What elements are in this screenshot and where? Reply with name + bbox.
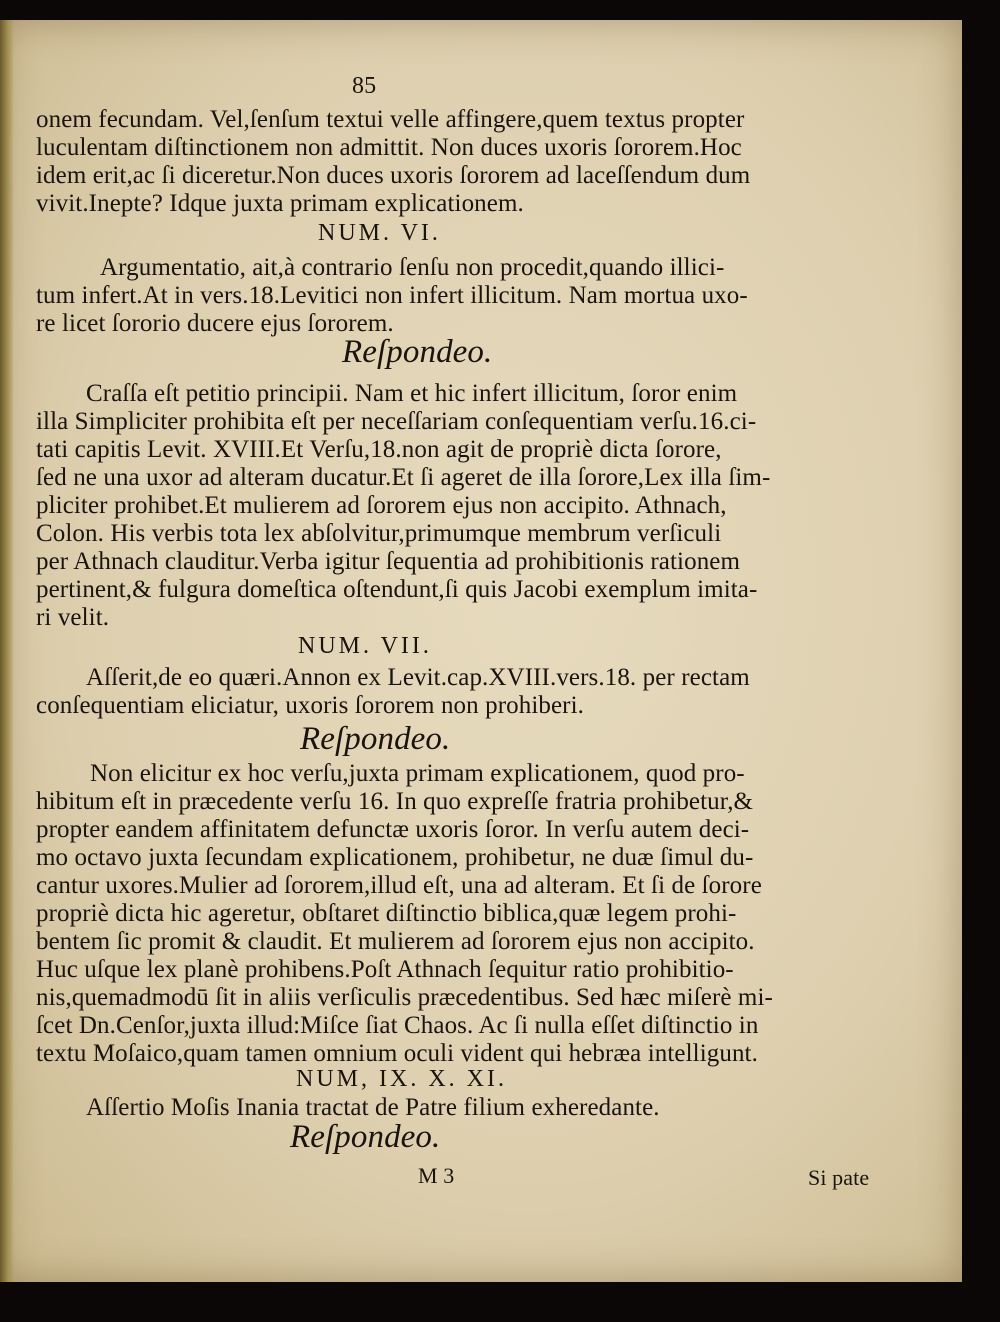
text-line: tum infert.At in vers.18.Levitici non infert illicitum. Nam mortua uxo- [36, 282, 748, 309]
text-line: vivit.Inepte? Idque juxta primam explicationem. [36, 190, 524, 217]
text-line: illa Simpliciter prohibita eſt per neceſſariam conſequentiam verſu.16.ci- [36, 408, 757, 435]
text-line: Huc uſque lex planè prohibens.Poſt Athnach ſequitur ratio prohibitio- [36, 956, 734, 983]
text-line: pliciter prohibet.Et mulierem ad ſororem ejus non accipito. Athnach, [36, 492, 727, 519]
text-line: bentem ſic promit & claudit. Et mulierem ad ſororem ejus non accipito. [36, 928, 755, 955]
text-line: hibitum eſt in præcedente verſu 16. In quo expreſſe fratria prohibetur,& [36, 788, 754, 815]
respondeo-heading: Reſpondeo. [300, 721, 451, 757]
text-line: ſed ne una uxor ad alteram ducatur.Et ſi ageret de illa ſorore,Lex illa ſim- [36, 464, 771, 491]
text-line: ri velit. [36, 604, 110, 631]
section-heading: NUM, IX. X. XI. [296, 1066, 507, 1092]
text-line: re licet ſororio ducere ejus ſororem. [36, 310, 394, 337]
text-line: mo octavo juxta ſecundam explicationem, prohibetur, ne duæ ſimul du- [36, 844, 754, 871]
text-line: Aſſerit,de eo quæri.Annon ex Levit.cap.XVIII.vers.18. per rectam [86, 664, 750, 691]
section-heading: NUM. VII. [298, 633, 432, 659]
text-line: luculentam diſtinctionem non admittit. Non duces uxoris ſororem.Hoc [36, 134, 742, 161]
text-line: textu Moſaico,quam tamen omnium oculi vident qui hebræa intelligunt. [36, 1040, 758, 1067]
section-heading: NUM. VI. [318, 220, 441, 246]
text-line: ſcet Dn.Cenſor,juxta illud:Miſce ſiat Chaos. Ac ſi nulla eſſet diſtinctio in [36, 1012, 759, 1039]
text-line: tati capitis Levit. XVIII.Et Verſu,18.non agit de propriè dicta ſorore, [36, 436, 722, 463]
text-line: Argumentatio, ait,à contrario ſenſu non procedit,quando illici- [100, 254, 725, 281]
text-line: idem erit,ac ſi diceretur.Non duces uxoris ſororem ad laceſſendum dum [36, 162, 751, 189]
text-line: pertinent,& fulgura domeſtica oſtendunt,ſi quis Jacobi exemplum imita- [36, 576, 758, 603]
respondeo-heading: Reſpondeo. [342, 334, 493, 370]
text-line: onem fecundam. Vel,ſenſum textui velle affingere,quem textus propter [36, 106, 745, 133]
text-line: propriè dicta hic ageretur, obſtaret diſtinctio biblica,quæ legem prohi- [36, 900, 737, 927]
text-line: cantur uxores.Mulier ad ſororem,illud eſt, una ad alteram. Et ſi de ſorore [36, 872, 762, 899]
text-line: conſequentiam eliciatur, uxoris ſororem non prohiberi. [36, 692, 584, 719]
text-line: Colon. His verbis tota lex abſolvitur,primumque membrum verſiculi [36, 520, 722, 547]
text-line: per Athnach clauditur.Verba igitur ſequentia ad prohibitionis rationem [36, 548, 741, 575]
text-line: Aſſertio Moſis Inania tractat de Patre filium exheredante. [86, 1094, 660, 1121]
text-line: propter eandem affinitatem defunctæ uxoris ſoror. In verſu autem deci- [36, 816, 750, 843]
signature-mark: M 3 [418, 1163, 455, 1188]
text-line: Non elicitur ex hoc verſu,juxta primam explicationem, quod pro- [90, 760, 745, 787]
catchword: Si pate [808, 1165, 870, 1190]
page-number: 85 [352, 73, 377, 99]
text-line: Craſſa eſt petitio principii. Nam et hic infert illicitum, ſoror enim [86, 380, 738, 407]
respondeo-heading: Reſpondeo. [290, 1119, 441, 1155]
text-line: nis,quemadmodū ſit in aliis verſiculis præcedentibus. Sed hæc miſerè mi- [36, 984, 773, 1011]
